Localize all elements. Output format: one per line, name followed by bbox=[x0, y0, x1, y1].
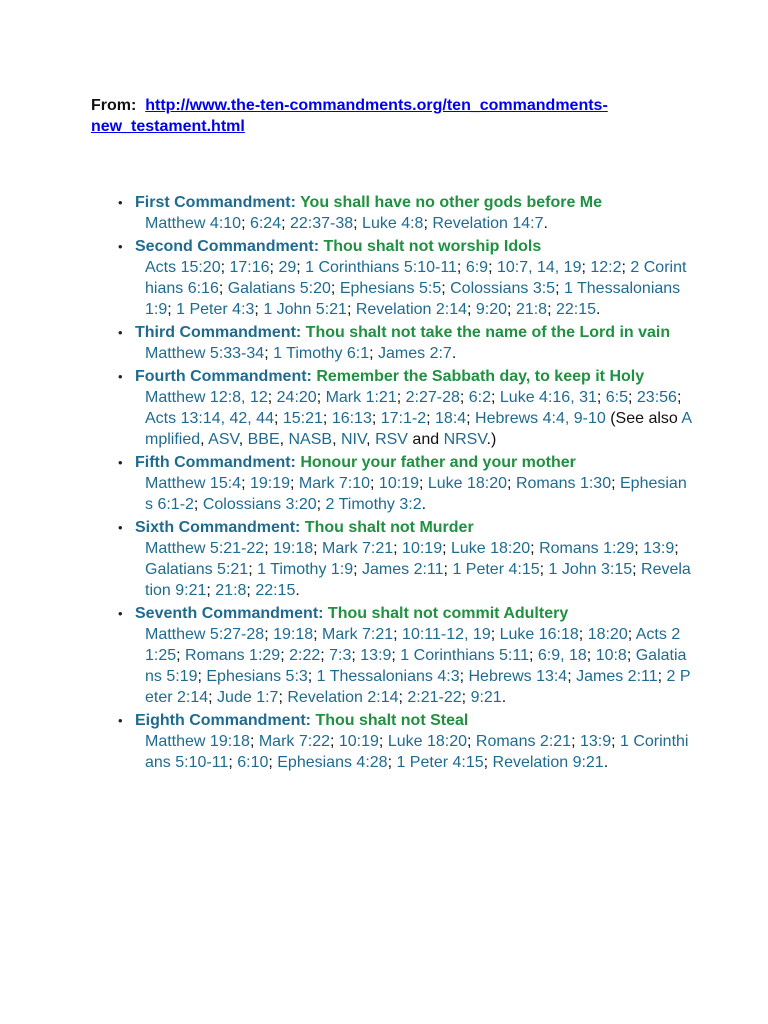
scripture-link[interactable]: Ephesians 5:3 bbox=[206, 668, 308, 685]
scripture-link[interactable]: 21:8 bbox=[515, 301, 548, 318]
commandment-item bbox=[118, 236, 693, 320]
scripture-link[interactable]: Romans 2:21 bbox=[475, 733, 572, 750]
commandment-heading bbox=[135, 236, 693, 257]
scripture-link[interactable]: Luke 18:20 bbox=[450, 540, 531, 557]
commandment-title: Thou shalt not Murder bbox=[304, 519, 474, 536]
scripture-link[interactable]: James 2:7 bbox=[378, 345, 452, 362]
commandment-heading bbox=[135, 517, 693, 538]
bullet-icon: • bbox=[118, 455, 123, 470]
scripture-link[interactable]: 13:9 bbox=[579, 733, 612, 750]
scripture-link[interactable]: Matthew 5:21-22 bbox=[145, 540, 265, 557]
scripture-link[interactable]: Colossians 3:5 bbox=[450, 280, 556, 297]
scripture-link[interactable]: Romans 1:29 bbox=[185, 647, 281, 664]
commandment-heading bbox=[135, 603, 693, 624]
scripture-link[interactable]: 12:2 bbox=[590, 259, 622, 276]
scripture-link[interactable]: 24:20 bbox=[276, 389, 317, 406]
scripture-link[interactable]: 29 bbox=[278, 259, 297, 276]
scripture-link[interactable]: 16:13 bbox=[331, 410, 372, 427]
scripture-references: Matthew 5:33-34; 1 Timothy 6:1; James 2:7. bbox=[145, 345, 457, 362]
scripture-link[interactable]: Revelation 2:14 bbox=[287, 689, 399, 706]
commandment-item bbox=[118, 366, 693, 450]
bullet-icon: • bbox=[118, 239, 123, 254]
scripture-link[interactable]: Revelation 14:7 bbox=[432, 215, 544, 232]
scripture-link[interactable]: 13:9 bbox=[360, 647, 392, 664]
commandment-item bbox=[118, 192, 693, 234]
scripture-link[interactable]: 1 Peter 4:15 bbox=[452, 561, 540, 578]
scripture-link[interactable]: Matthew 19:18 bbox=[145, 733, 250, 750]
commandment-item bbox=[118, 517, 693, 601]
scripture-references: Matthew 4:10; 6:24; 22:37-38; Luke 4:8; Revelation 14:7. bbox=[145, 215, 548, 232]
bullet-icon: • bbox=[118, 195, 123, 210]
scripture-link[interactable]: Matthew 15:4 bbox=[145, 475, 242, 492]
scripture-link[interactable]: 6:10 bbox=[237, 754, 269, 771]
commandment-title: You shall have no other gods before Me bbox=[300, 194, 603, 211]
scripture-link[interactable]: 2:22 bbox=[289, 647, 321, 664]
bullet-icon: • bbox=[118, 606, 123, 621]
see-also-prefix: (See also bbox=[605, 410, 682, 427]
scripture-link[interactable]: Romans 1:29 bbox=[539, 540, 635, 557]
scripture-link[interactable]: Matthew 5:33-34 bbox=[145, 345, 265, 362]
commandment-item bbox=[118, 452, 693, 515]
scripture-link[interactable]: 1 Corinthians 5:10-11 bbox=[145, 733, 689, 771]
scripture-link[interactable]: Galatians 5:20 bbox=[227, 280, 331, 297]
scripture-link[interactable]: 1 Thessalonians 1:9 bbox=[145, 280, 681, 318]
commandment-title: Thou shalt not commit Adultery bbox=[327, 605, 569, 622]
scripture-link[interactable]: 22:15 bbox=[255, 582, 296, 599]
scripture-link[interactable]: 1 John 5:21 bbox=[263, 301, 347, 318]
scripture-references: Matthew 5:21-22; 19:18; Mark 7:21; 10:19; Luke 18:20; Romans 1:29; 13:9; Galatians 5:21; 1 Timothy 1:9; James 2:11; 1 Peter 4:15; 1 John 3:15; Revelation 9:21; 21:8; 22:15. bbox=[145, 540, 691, 599]
scripture-link[interactable]: 1 John 3:15 bbox=[548, 561, 633, 578]
bullet-icon: • bbox=[118, 713, 123, 728]
scripture-link[interactable]: Luke 18:20 bbox=[427, 475, 508, 492]
commandment-heading bbox=[135, 366, 693, 387]
scripture-link[interactable]: Revelation 9:21 bbox=[492, 754, 604, 771]
commandment-name: Seventh Commandment: bbox=[135, 605, 324, 622]
scripture-link[interactable]: Romans 1:30 bbox=[515, 475, 612, 492]
bible-version-link[interactable]: BBE bbox=[247, 431, 280, 448]
scripture-link[interactable]: 18:4 bbox=[435, 410, 467, 427]
scripture-link[interactable]: Revelation 2:14 bbox=[355, 301, 468, 318]
scripture-link[interactable]: 21:8 bbox=[215, 582, 247, 599]
scripture-link[interactable]: Mark 1:21 bbox=[325, 389, 397, 406]
scripture-link[interactable]: James 2:11 bbox=[362, 561, 444, 578]
scripture-link[interactable]: 23:56 bbox=[636, 389, 677, 406]
scripture-link[interactable]: 10:19 bbox=[338, 733, 379, 750]
scripture-link[interactable]: 9:21 bbox=[470, 689, 502, 706]
commandment-name: Fourth Commandment: bbox=[135, 368, 312, 385]
commandment-name: Fifth Commandment: bbox=[135, 454, 296, 471]
scripture-link[interactable]: 9:20 bbox=[475, 301, 508, 318]
scripture-link[interactable]: 10:7, 14, 19 bbox=[496, 259, 582, 276]
scripture-link[interactable]: Matthew 4:10 bbox=[145, 215, 242, 232]
scripture-link[interactable]: 6:9 bbox=[465, 259, 489, 276]
scripture-link[interactable]: Luke 18:20 bbox=[387, 733, 467, 750]
scripture-references: Matthew 15:4; 19:19; Mark 7:10; 10:19; Luke 18:20; Romans 1:30; Ephesians 6:1-2; Colossians 3:20; 2 Timothy 3:2. bbox=[145, 475, 687, 513]
scripture-link[interactable]: 13:9 bbox=[643, 540, 675, 557]
scripture-link[interactable]: 1 Timothy 6:1 bbox=[273, 345, 370, 362]
scripture-link[interactable]: 1 Peter 4:15 bbox=[396, 754, 484, 771]
scripture-link[interactable]: Mark 7:22 bbox=[258, 733, 330, 750]
scripture-link[interactable]: Mark 7:21 bbox=[322, 626, 394, 643]
bible-version-link[interactable]: NRSV bbox=[443, 431, 487, 448]
scripture-link[interactable]: Hebrews 4:4, 9-10 bbox=[475, 410, 606, 427]
scripture-references: Matthew 12:8, 12; 24:20; Mark 1:21; 2:27-28; 6:2; Luke 4:16, 31; 6:5; 23:56; Acts 13:14, 42, 44; 15:21; 16:13; 17:1-2; 18:4; Hebrews 4:4, 9-10 (See also Amplified, ASV, BBE, NASB, NIV, RSV and NRSV.) bbox=[145, 389, 693, 448]
scripture-link[interactable]: 6:5 bbox=[605, 389, 629, 406]
commandment-heading bbox=[135, 192, 693, 213]
scripture-link[interactable]: 2 Timothy 3:2 bbox=[325, 496, 422, 513]
source-line bbox=[91, 95, 711, 137]
scripture-link[interactable]: Matthew 12:8, 12 bbox=[145, 389, 268, 406]
bible-version-link[interactable]: NASB bbox=[288, 431, 333, 448]
bullet-icon: • bbox=[118, 520, 123, 535]
scripture-link[interactable]: Jude 1:7 bbox=[217, 689, 279, 706]
scripture-link[interactable]: 6:24 bbox=[249, 215, 282, 232]
scripture-link[interactable]: Matthew 5:27-28 bbox=[145, 626, 265, 643]
commandment-name: Eighth Commandment: bbox=[135, 712, 311, 729]
scripture-link[interactable]: Colossians 3:20 bbox=[202, 496, 317, 513]
commandment-item bbox=[118, 322, 693, 364]
scripture-link[interactable]: 6:9, 18 bbox=[537, 647, 587, 664]
scripture-link[interactable]: Galatians 5:19 bbox=[145, 647, 687, 685]
bible-version-link[interactable]: Amplified bbox=[145, 410, 693, 448]
see-also-and: and bbox=[407, 431, 444, 448]
bible-version-link[interactable]: RSV bbox=[375, 431, 408, 448]
commandment-heading bbox=[135, 710, 693, 731]
scripture-link[interactable]: 2 Corinthians 6:16 bbox=[145, 259, 687, 297]
scripture-link[interactable]: Acts 15:20 bbox=[145, 259, 221, 276]
scripture-link[interactable]: 1 Thessalonians 4:3 bbox=[316, 668, 460, 685]
commandment-name: Sixth Commandment: bbox=[135, 519, 301, 536]
commandment-title: Honour your father and your mother bbox=[300, 454, 576, 471]
bible-version-link[interactable]: NIV bbox=[340, 431, 367, 448]
scripture-references: Matthew 19:18; Mark 7:22; 10:19; Luke 18:20; Romans 2:21; 13:9; 1 Corinthians 5:10-11; 6:10; Ephesians 4:28; 1 Peter 4:15; Revelation 9:21. bbox=[145, 733, 689, 771]
scripture-link[interactable]: 10:11-12, 19 bbox=[402, 626, 491, 643]
source-link[interactable]: http://www.the-ten-commandments.org/ten_commandments-new_testament.html bbox=[91, 97, 608, 135]
scripture-link[interactable]: Galatians 5:21 bbox=[145, 561, 249, 578]
see-also-suffix: .) bbox=[486, 431, 497, 448]
scripture-link[interactable]: 17:16 bbox=[229, 259, 270, 276]
source-label: From: bbox=[91, 97, 137, 114]
scripture-link[interactable]: 2:27-28 bbox=[405, 389, 460, 406]
scripture-link[interactable]: 15:21 bbox=[282, 410, 323, 427]
scripture-link[interactable]: 10:8 bbox=[595, 647, 627, 664]
scripture-link[interactable]: Ephesians 6:1-2 bbox=[145, 475, 687, 513]
commandment-title: Thou shalt not take the name of the Lord in vain bbox=[305, 324, 671, 341]
scripture-link[interactable]: Luke 4:8 bbox=[362, 215, 424, 232]
scripture-link[interactable]: 6:2 bbox=[468, 389, 492, 406]
commandment-heading bbox=[135, 322, 693, 343]
commandment-title: Thou shalt not Steal bbox=[315, 712, 469, 729]
commandment-name: First Commandment: bbox=[135, 194, 296, 211]
scripture-link[interactable]: 1 Corinthians 5:10-11 bbox=[305, 259, 457, 276]
scripture-link[interactable]: 1 Corinthians 5:11 bbox=[400, 647, 529, 664]
scripture-link[interactable]: Acts 21:25 bbox=[145, 626, 681, 664]
commandment-name: Third Commandment: bbox=[135, 324, 302, 341]
scripture-link[interactable]: 19:18 bbox=[273, 540, 314, 557]
commandment-title: Thou shalt not worship Idols bbox=[323, 238, 542, 255]
scripture-link[interactable]: 19:19 bbox=[249, 475, 290, 492]
scripture-link[interactable]: Hebrews 13:4 bbox=[468, 668, 568, 685]
scripture-link[interactable]: 1 Timothy 1:9 bbox=[257, 561, 354, 578]
scripture-link[interactable]: 1 Peter 4:3 bbox=[176, 301, 255, 318]
scripture-link[interactable]: Mark 7:21 bbox=[322, 540, 394, 557]
bible-version-link[interactable]: ASV bbox=[208, 431, 239, 448]
scripture-link[interactable]: 19:18 bbox=[273, 626, 314, 643]
scripture-references: Acts 15:20; 17:16; 29; 1 Corinthians 5:10-11; 6:9; 10:7, 14, 19; 12:2; 2 Corinthians 6:16; Galatians 5:20; Ephesians 5:5; Colossians 3:5; 1 Thessalonians 1:9; 1 Peter 4:3; 1 John 5:21; Revelation 2:14; 9:20; 21:8; 22:15. bbox=[145, 259, 687, 318]
scripture-references: Matthew 5:27-28; 19:18; Mark 7:21; 10:11-12, 19; Luke 16:18; 18:20; Acts 21:25; Romans 1:29; 2:22; 7:3; 13:9; 1 Corinthians 5:11; 6:9, 18; 10:8; Galatians 5:19; Ephesians 5:3; 1 Thessalonians 4:3; Hebrews 13:4; James 2:11; 2 Peter 2:14; Jude 1:7; Revelation 2:14; 2:21-22; 9:21. bbox=[145, 626, 691, 706]
bullet-icon: • bbox=[118, 325, 123, 340]
scripture-link[interactable]: 7:3 bbox=[329, 647, 352, 664]
commandment-list bbox=[118, 192, 693, 775]
commandment-name: Second Commandment: bbox=[135, 238, 320, 255]
bullet-icon: • bbox=[118, 369, 123, 384]
scripture-link[interactable]: 17:1-2 bbox=[380, 410, 427, 427]
scripture-link[interactable]: 18:20 bbox=[587, 626, 628, 643]
scripture-link[interactable]: 2 Peter 2:14 bbox=[145, 668, 691, 706]
scripture-link[interactable]: 10:19 bbox=[402, 540, 443, 557]
scripture-link[interactable]: Luke 4:16, 31 bbox=[499, 389, 597, 406]
scripture-link[interactable]: Mark 7:10 bbox=[298, 475, 371, 492]
scripture-link[interactable]: Ephesians 5:5 bbox=[339, 280, 442, 297]
scripture-link[interactable]: Acts 13:14, 42, 44 bbox=[145, 410, 274, 427]
scripture-link[interactable]: Luke 16:18 bbox=[499, 626, 579, 643]
scripture-link[interactable]: 22:15 bbox=[555, 301, 597, 318]
scripture-link[interactable]: Ephesians 4:28 bbox=[277, 754, 388, 771]
scripture-link[interactable]: 10:19 bbox=[378, 475, 419, 492]
scripture-link[interactable]: 22:37-38 bbox=[289, 215, 354, 232]
commandment-item bbox=[118, 710, 693, 773]
scripture-link[interactable]: Revelation 9:21 bbox=[145, 561, 691, 599]
scripture-link[interactable]: James 2:11 bbox=[576, 668, 658, 685]
commandment-item bbox=[118, 603, 693, 708]
commandment-title: Remember the Sabbath day, to keep it Holy bbox=[316, 368, 645, 385]
scripture-link[interactable]: 2:21-22 bbox=[407, 689, 462, 706]
commandment-heading bbox=[135, 452, 693, 473]
